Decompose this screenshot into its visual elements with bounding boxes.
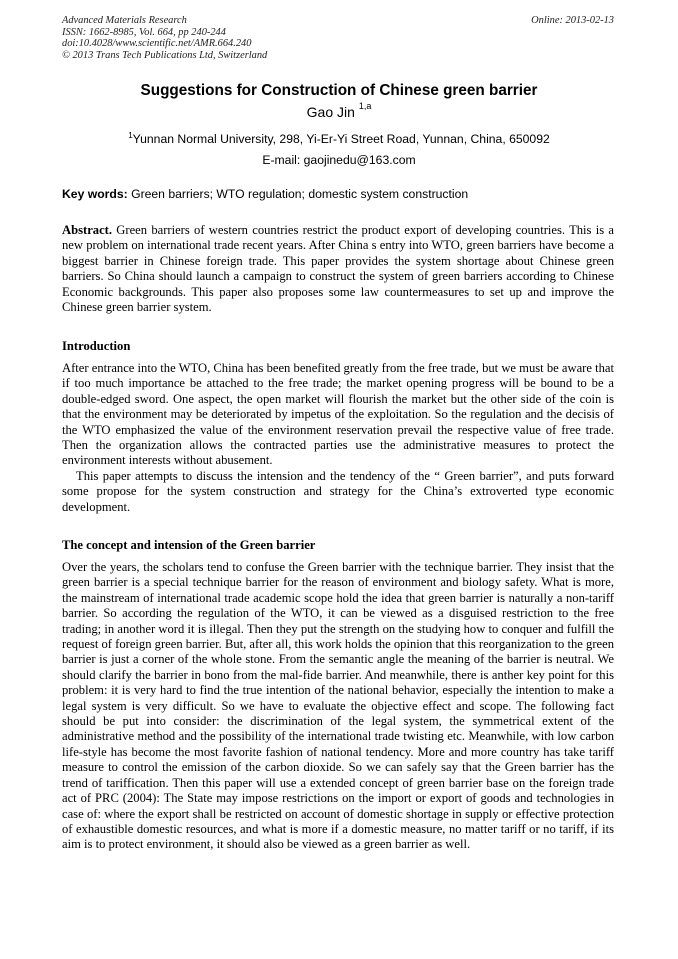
copyright-line: © 2013 Trans Tech Publications Ltd, Switzerland <box>62 49 268 61</box>
keywords-label: Key words: <box>62 187 128 201</box>
introduction-body <box>62 361 614 515</box>
paper-title: Suggestions for Construction of Chinese green barrier <box>140 82 538 99</box>
section-heading-concept: The concept and intension of the Green barrier <box>62 538 316 552</box>
journal-header <box>62 15 462 61</box>
author-name: Gao Jin <box>306 104 355 120</box>
journal-name: Advanced Materials Research <box>62 15 187 26</box>
affiliation-text: Yunnan Normal University, 298, Yi-Er-Yi Street Road, Yunnan, China, 650092 <box>132 132 550 146</box>
affiliation-superscript: 1 <box>128 130 133 140</box>
keywords <box>62 187 622 201</box>
affiliation <box>0 132 678 146</box>
doi-line: doi:10.4028/www.scientific.net/AMR.664.240 <box>62 38 252 50</box>
author-line <box>0 101 678 120</box>
section-heading-introduction: Introduction <box>62 339 131 353</box>
online-date: Online: 2013-02-13 <box>531 15 614 26</box>
abstract-label: Abstract. <box>62 223 113 237</box>
author-email: E-mail: gaojinedu@163.com <box>262 153 416 167</box>
introduction-paragraph: This paper attempts to discuss the intension and the tendency of the “ Green barrier”, and puts forward some propose for the system construction and strategy for the China’s extroverted type economic development. <box>62 468 614 514</box>
concept-paragraph: Over the years, the scholars tend to confuse the Green barrier with the technique barrier. They insist that the green barrier is a special technique barrier for the reason of environment and biology safety. What is more, the mainstream of international trade academic scope hold the idea that green barrier is naturally a non-tariff barrier. So according the regulation of the WTO, it can be viewed as a disguised restriction to the free trading; in another word it is illegal. Then they put the strength on the studying how to conquer and fulfill the request of foreign green barrier. But, after all, this work holds the opinion that this reorganization to the green barrier is just a corner of the whole stone. From the semantic angle the meaning of the barrier is neutral. We should clarify the barrier in bono from the mal-fide barrier. And meanwhile, there is anther key point for this problem: it is very hard to find the true intention of the national behavior, especially the intention to make a legal system is very difficult. So we have to evaluate the objective effect and scope. The following fact should be put into consider: the discrimination of the legal system, the symmetrical extent of the administrative method and the possibility of the international trade twisting etc. Meanwhile, with low carbon life-style has become the most favorite fashion of national tendency. More and more country has take tariff measure to control the emission of the carbon dioxide. So we can safely say that the Green barrier has the trend of tariffication. Then this paper will use a extended concept of green barrier base on the foreign trade act of PRC (2004): The State may impose restrictions on the import or export of goods and technologies in case of: where the export shall be restricted on account of domestic shortage in supply or effective protection of exhaustible domestic resources, and what is more if a domestic measure, no matter tariff or no tariff, if its aim is to protect environment, it should also be viewed as a green barrier as well. <box>62 560 614 852</box>
introduction-paragraph: After entrance into the WTO, China has been benefited greatly from the free trade, but we must be aware that if too much importance be attached to the free trade; the market opening progress will be bound to be a double-edged sword. One aspect, the open market will flourish the market but the other side of the coin is that the environment may be deteriorated by impetus of the exploitation. So the regulation and the decisis of the WTO emphasized the value of the environment reservation prevail the respective value of free trade. Then the organization allows the contracted parties use the administrative measures to protect the environment interests without abusement. <box>62 361 614 468</box>
abstract-text: Green barriers of western countries restrict the product export of developing countries. This is a new problem on international trade recent years. After China s entry into WTO, green barriers have become a biggest barrier in Chinese foreign trade. This paper provides the system shortage about Chinese green barriers. So China should launch a campaign to construct the system of green barriers according to Chinese Economic backgrounds. This paper also proposes some law countermeasures to set up and improve the Chinese green barrier system. <box>62 223 614 315</box>
keywords-text: Green barriers; WTO regulation; domestic system construction <box>127 187 469 201</box>
issn-line: ISSN: 1662-8985, Vol. 664, pp 240-244 <box>62 26 226 38</box>
abstract <box>62 223 614 315</box>
author-superscript: 1,a <box>358 101 372 112</box>
concept-body <box>62 560 614 853</box>
